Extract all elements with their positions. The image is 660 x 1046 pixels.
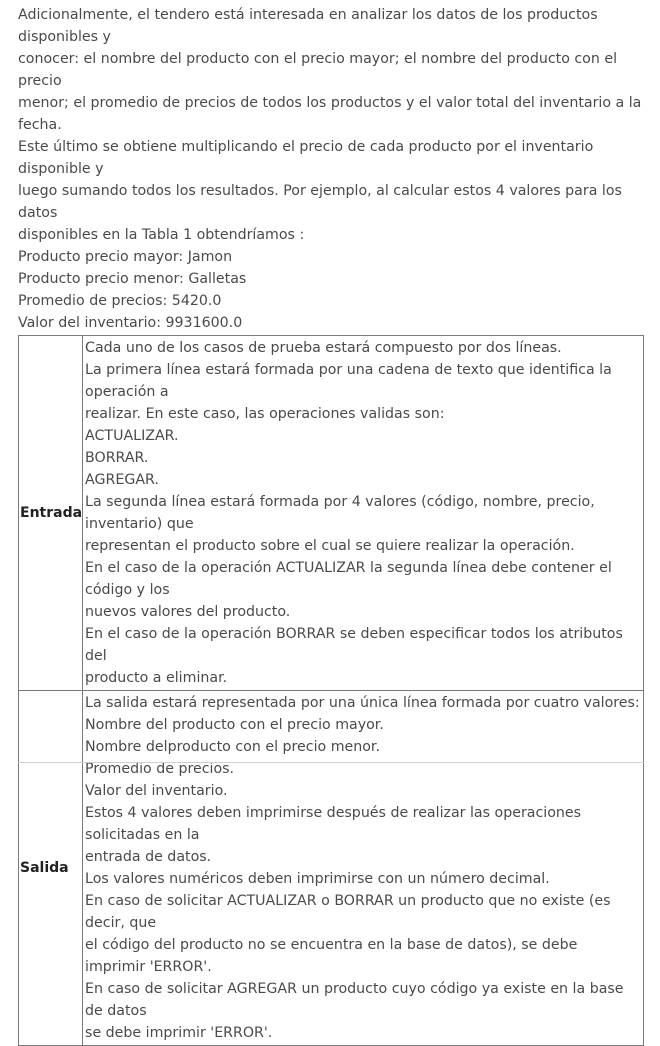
row-label-salida: Salida — [19, 691, 83, 1046]
result-average-price: Promedio de precios: 5420.0 — [18, 293, 222, 309]
content-line: Nombre delproducto con el precio menor. — [85, 739, 380, 755]
content-line: el código del producto no se encuentra en la base de datos), se debe imprimir 'ERROR'. — [85, 937, 578, 975]
row-label-entrada: Entrada — [19, 336, 83, 691]
content-line: producto a eliminar. — [85, 670, 228, 686]
content-line: La segunda línea estará formada por 4 valores (código, nombre, precio, inventario) que — [85, 494, 595, 532]
content-line: En caso de solicitar ACTUALIZAR o BORRAR un producto que no existe (es decir, que — [85, 893, 611, 931]
content-line: AGREGAR. — [85, 472, 159, 488]
intro-line: Adicionalmente, el tendero está interesada en analizar los datos de los productos disponibles y — [18, 7, 598, 45]
result-max-price: Producto precio mayor: Jamon — [18, 249, 233, 265]
content-line: Los valores numéricos deben imprimirse con un número decimal. — [85, 871, 550, 887]
intro-line: luego sumando todos los resultados. Por ejemplo, al calcular estos 4 valores para los datos — [18, 183, 622, 221]
content-line: La salida estará representada por una única línea formada por cuatro valores: — [85, 695, 640, 711]
content-line: entrada de datos. — [85, 849, 212, 865]
intro-line: menor; el promedio de precios de todos los productos y el valor total del inventario a la fecha. — [18, 95, 642, 133]
row-content-entrada — [83, 336, 644, 691]
content-line: representan el producto sobre el cual se quiere realizar la operación. — [85, 538, 575, 554]
result-min-price: Producto precio menor: Galletas — [18, 271, 247, 287]
content-line: Valor del inventario. — [85, 783, 228, 799]
intro-line: disponibles en la Tabla 1 obtendríamos : — [18, 227, 305, 243]
row-content-salida — [83, 691, 644, 1046]
content-line: BORRAR. — [85, 450, 149, 466]
content-line: Estos 4 valores deben imprimirse después de realizar las operaciones solicitadas en la — [85, 805, 582, 843]
intro-line: conocer: el nombre del producto con el precio mayor; el nombre del producto con el precio — [18, 51, 618, 89]
io-spec-table — [18, 335, 644, 1046]
content-line: En el caso de la operación BORRAR se deben especificar todos los atributos del — [85, 626, 623, 664]
content-line: nuevos valores del producto. — [85, 604, 291, 620]
content-line: realizar. En este caso, las operaciones validas son: — [85, 406, 445, 422]
intro-paragraph — [18, 4, 642, 334]
result-inventory-value: Valor del inventario: 9931600.0 — [18, 315, 243, 331]
content-line: se debe imprimir 'ERROR'. — [85, 1025, 273, 1041]
table-row-salida — [19, 691, 644, 1046]
intro-line: Este último se obtiene multiplicando el precio de cada producto por el inventario disponible y — [18, 139, 594, 177]
content-line: Cada uno de los casos de prueba estará compuesto por dos líneas. — [85, 340, 562, 356]
content-line: En el caso de la operación ACTUALIZAR la segunda línea debe contener el código y los — [85, 560, 612, 598]
content-line: La primera línea estará formada por una cadena de texto que identifica la operación a — [85, 362, 612, 400]
bottom-divider — [18, 762, 644, 763]
content-line: Promedio de precios. — [85, 761, 235, 777]
content-line: En caso de solicitar AGREGAR un producto cuyo código ya existe en la base de datos — [85, 981, 624, 1019]
content-line: ACTUALIZAR. — [85, 428, 179, 444]
content-line: Nombre del producto con el precio mayor. — [85, 717, 384, 733]
table-row-entrada — [19, 336, 644, 691]
